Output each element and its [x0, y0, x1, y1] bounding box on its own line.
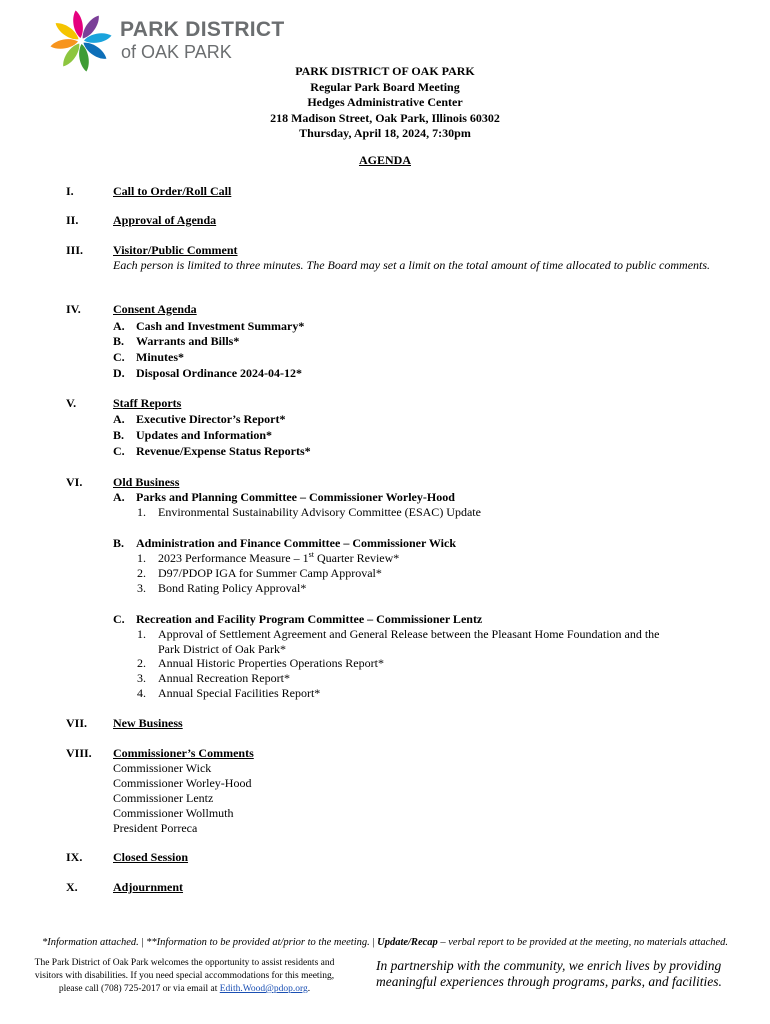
section-title-staff-reports: Staff Reports: [113, 396, 182, 410]
agenda-heading: AGENDA: [358, 153, 411, 167]
section-number: IX.: [66, 850, 83, 864]
agenda-subitem: C. Minutes*: [113, 350, 184, 364]
accessibility-line: please call (708) 725-2017 or via email at Edith.Wood@pdop.org.: [58, 984, 311, 994]
agenda-subitem: D. Disposal Ordinance 2024-04-12*: [113, 366, 303, 380]
agenda-subitem: B. Warrants and Bills*: [113, 334, 240, 348]
section-number: IV.: [66, 302, 81, 316]
logo-name-line1: PARK DISTRICT: [120, 18, 285, 41]
committee-heading: C. Recreation and Facility Program Committee – Commissioner Lentz: [113, 612, 483, 626]
committee-item: 1. Approval of Settlement Agreement and General Release between the Pleasant Home Foundation and the Park District of Oak Park*: [137, 627, 660, 656]
commissioner-name: Commissioner Wollmuth: [113, 806, 234, 820]
section-title-consent-agenda: Consent Agenda: [113, 302, 197, 316]
meeting-address: 218 Madison Street, Oak Park, Illinois 60302: [270, 110, 500, 125]
committee-item: 2. D97/PDOP IGA for Summer Camp Approval*: [137, 566, 382, 580]
commissioner-name: Commissioner Lentz: [113, 791, 214, 805]
agenda-subitem: B. Updates and Information*: [113, 428, 273, 442]
accessibility-line: visitors with disabilities. If you need special accommodations for this meeting,: [34, 971, 335, 981]
section-title-old-business: Old Business: [113, 475, 180, 489]
section-number: VIII.: [66, 746, 92, 760]
meeting-date: Thursday, April 18, 2024, 7:30pm: [299, 126, 471, 141]
section-number: X.: [66, 880, 78, 894]
section-number: III.: [66, 243, 84, 257]
tagline-line: meaningful experiences through programs, parks, and facilities.: [376, 974, 722, 989]
section-number: VI.: [66, 475, 83, 489]
committee-item: 1. Environmental Sustainability Advisory Committee (ESAC) Update: [137, 505, 481, 519]
accessibility-notice: [12, 957, 357, 996]
agenda-subitem: A. Cash and Investment Summary*: [113, 319, 305, 333]
legend-footnote: *Information attached. | **Information to be provided at/prior to the meeting. | Update/Recap – verbal report to be provided at the meeting, no materials attached.: [41, 937, 729, 948]
meeting-type: Regular Park Board Meeting: [310, 79, 460, 94]
committee-heading: B. Administration and Finance Committee – Commissioner Wick: [113, 536, 456, 550]
tagline-line: In partnership with the community, we enrich lives by providing: [376, 958, 722, 973]
public-comment-note: Each person is limited to three minutes. The Board may set a limit on the total amount of time allocated to public comments.: [113, 258, 711, 272]
agenda-subitem: C. Revenue/Expense Status Reports*: [113, 444, 311, 458]
committee-item: 3. Annual Recreation Report*: [137, 671, 290, 685]
accessibility-line: The Park District of Oak Park welcomes the opportunity to assist residents and: [34, 958, 335, 968]
committee-item: 1. 2023 Performance Measure – 1st Quarter Review*: [137, 550, 400, 565]
section-number: I.: [66, 184, 74, 198]
mission-tagline: [376, 958, 756, 990]
committee-item: 3. Bond Rating Policy Approval*: [137, 581, 307, 595]
committee-heading: A. Parks and Planning Committee – Commissioner Worley-Hood: [113, 490, 455, 504]
email-link[interactable]: Edith.Wood@pdop.org: [219, 984, 308, 994]
commissioner-name: Commissioner Worley-Hood: [113, 776, 252, 790]
section-title-call-to-order: Call to Order/Roll Call: [113, 184, 232, 198]
meeting-header: [0, 64, 770, 142]
commissioner-name: Commissioner Wick: [113, 761, 212, 775]
agenda-subitem: A. Executive Director’s Report*: [113, 412, 286, 426]
section-number: II.: [66, 213, 79, 227]
section-title-closed-session: Closed Session: [113, 850, 189, 864]
committee-item: 2. Annual Historic Properties Operations Report*: [137, 656, 384, 670]
section-title-adjournment: Adjournment: [113, 880, 184, 894]
committee-item: 4. Annual Special Facilities Report*: [137, 686, 321, 700]
commissioner-name: President Porreca: [113, 821, 198, 835]
section-title-new-business: New Business: [113, 716, 183, 730]
meeting-venue: Hedges Administrative Center: [307, 95, 463, 110]
section-number: VII.: [66, 716, 88, 730]
section-title-approval-of-agenda: Approval of Agenda: [113, 213, 217, 227]
section-title-public-comment: Visitor/Public Comment: [113, 243, 238, 257]
section-title-commissioner-comments: Commissioner’s Comments: [113, 746, 254, 760]
section-number: V.: [66, 396, 77, 410]
organization-name: PARK DISTRICT OF OAK PARK: [295, 64, 475, 78]
logo-name-line2: of OAK PARK: [121, 42, 232, 62]
